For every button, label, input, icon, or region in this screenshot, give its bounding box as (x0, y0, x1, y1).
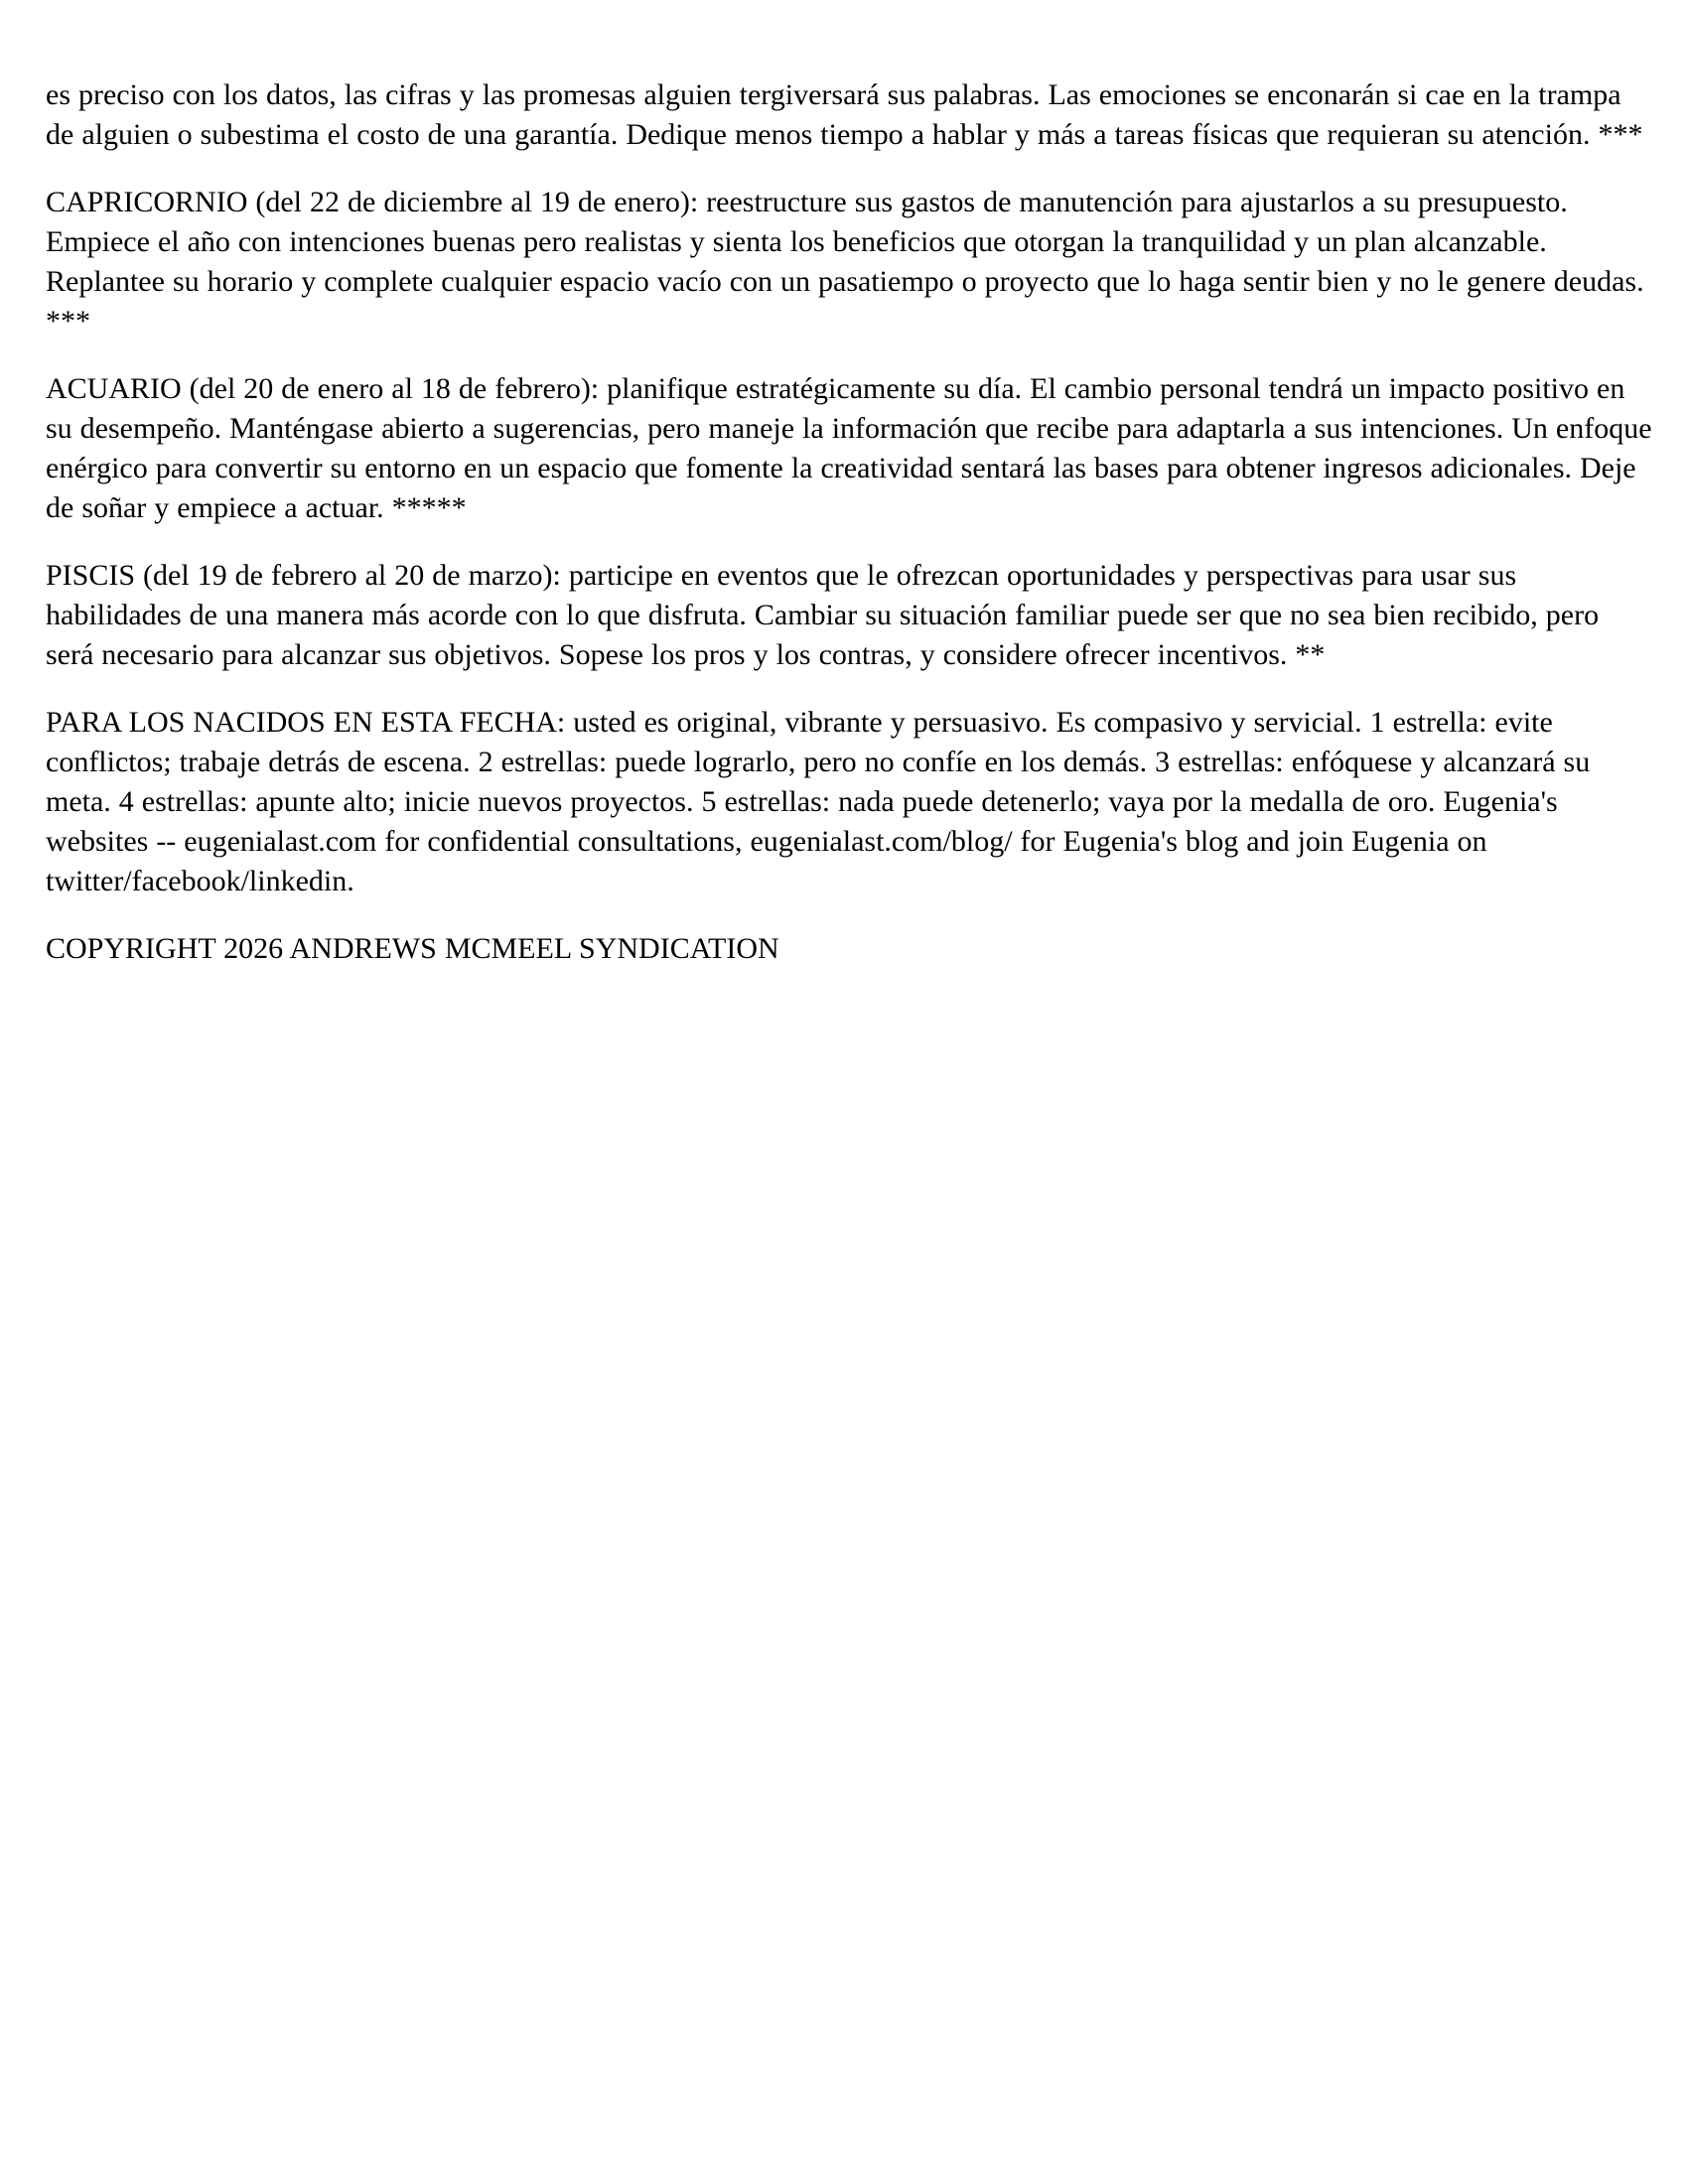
horoscope-continuation-paragraph: es preciso con los datos, las cifras y las promesas alguien tergiversará sus palabras. Las emociones se enconarán si cae en la trampa de alguien o subestima el costo de una garantía. Dedique menos tiempo a hablar y más a tareas físicas que requieran su atención. *** (46, 78, 1643, 151)
acuario-paragraph: ACUARIO (del 20 de enero al 18 de febrero): planifique estratégicamente su día. El cambio personal tendrá un impacto positivo en su desempeño. Manténgase abierto a sugerencias, pero maneje la información que recibe para adaptarla a sus intenciones. Un enfoque enérgico para convertir su entorno en un espacio que fomente la creatividad sentará las bases para obtener ingresos adicionales. Deje de soñar y empiece a actuar. ***** (46, 372, 1652, 524)
piscis-paragraph: PISCIS (del 19 de febrero al 20 de marzo): participe en eventos que le ofrezcan oportunidades y perspectivas para usar sus habilidades de una manera más acorde con lo que disfruta. Cambiar su situación familiar puede ser que no sea bien recibido, pero será necesario para alcanzar sus objetivos. Sopese los pros y los contras, y considere ofrecer incentivos. ** (46, 559, 1600, 671)
capricornio-paragraph: CAPRICORNIO (del 22 de diciembre al 19 de enero): reestructure sus gastos de manutención para ajustarlos a su presupuesto. Empiece el año con intenciones buenas pero realistas y sienta los beneficios que otorgan la tranquilidad y un plan alcanzable. Replantee su horario y complete cualquier espacio vacío con un pasatiempo o proyecto que lo haga sentir bien y no le genere deudas. *** (46, 186, 1644, 338)
birthday-paragraph: PARA LOS NACIDOS EN ESTA FECHA: usted es original, vibrante y persuasivo. Es compasivo y servicial. 1 estrella: evite conflictos; trabaje detrás de escena. 2 estrellas: puede lograrlo, pero no confíe en los demás. 3 estrellas: enfóquese y alcanzará su meta. 4 estrellas: apunte alto; inicie nuevos proyectos. 5 estrellas: nada puede detenerlo; vaya por la medalla de oro. Eugenia's websites -- eugenialast.com for confidential consultations, eugenialast.com/blog/ for Eugenia's blog and join Eugenia on twitter/facebook/linkedin. (46, 706, 1591, 897)
document-page (46, 75, 1654, 997)
copyright-line: COPYRIGHT 2026 ANDREWS MCMEEL SYNDICATION (46, 932, 779, 965)
